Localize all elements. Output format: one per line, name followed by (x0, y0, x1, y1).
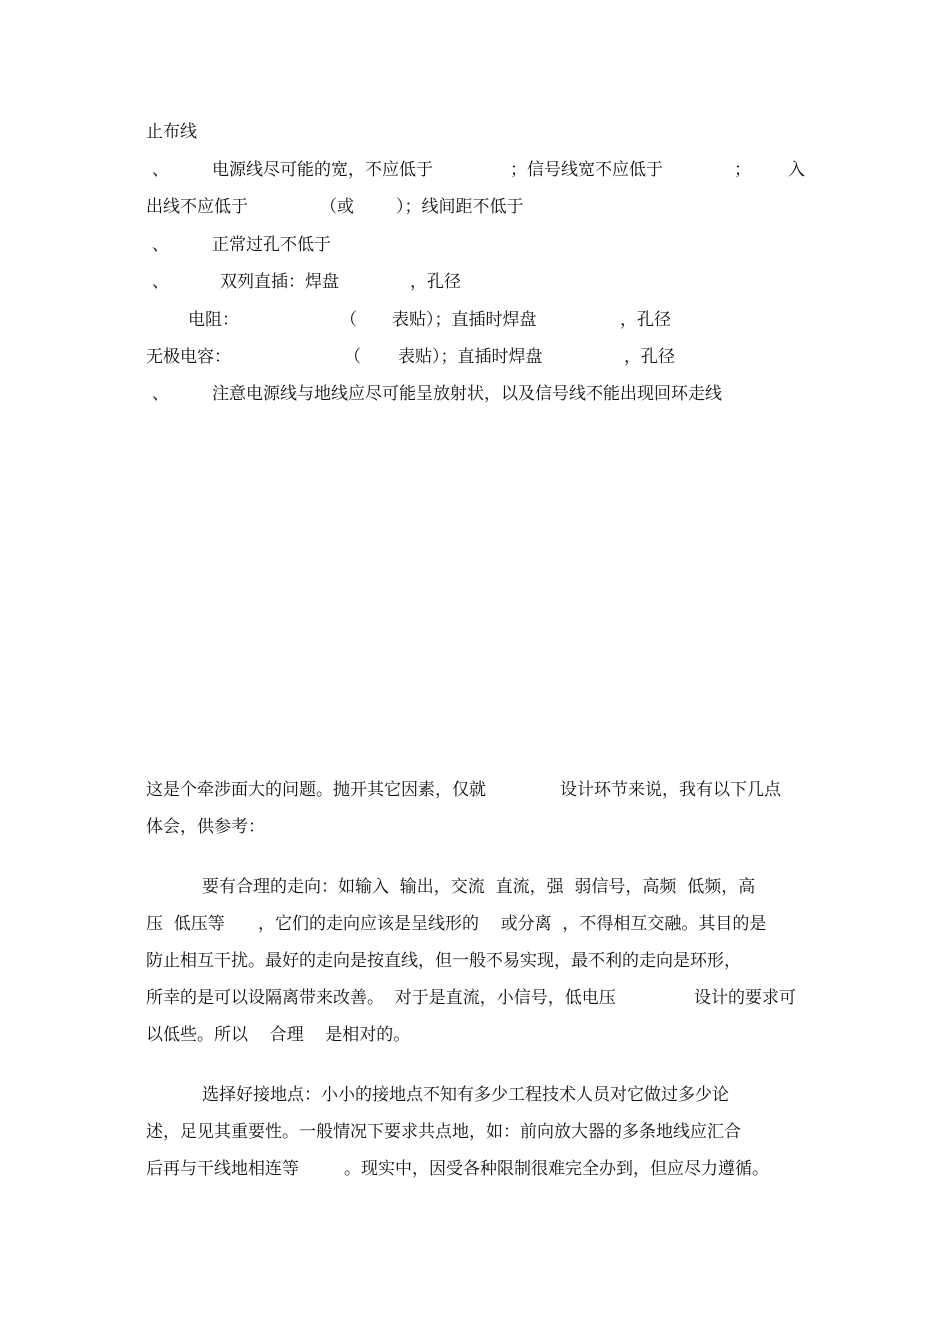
grounding-line-3b: 。现实中，因受各种限制很难完全办到，但应尽力遵循。 (344, 1159, 769, 1179)
paren-open: （ (340, 310, 357, 330)
line-spacing-text: ）；线间距不低于 (396, 197, 524, 217)
output-line-text: 出线不应低于 (146, 197, 248, 217)
dip-pad-text: 双列直插：焊盘 (220, 272, 339, 292)
radial-layout-note: 注意电源线与地线应尽可能呈放射状，以及信号线不能出现回环走线 (212, 384, 722, 404)
or-text: （或 (320, 197, 354, 217)
routing-line-1: 要有合理的走向：如输入 输出，交流 直流，强 弱信号，高频 低频，高 (202, 877, 756, 897)
paren-open: （ (344, 347, 361, 367)
capacitor-label: 无极电容： (146, 347, 231, 367)
routing-line-3: 防止相互干扰。最好的走向是按直线，但一般不易实现，最不利的走向是环形， (146, 951, 741, 971)
grounding-line-1: 选择好接地点：小小的接地点不知有多少工程技术人员对它做过多少论 (202, 1085, 729, 1105)
input-text: 入 (788, 160, 805, 180)
routing-line-4a: 所幸的是可以设隔离带来改善。 对于是直流，小信号，低电压 (146, 988, 616, 1008)
capacitor-smd-text: 表贴）；直插时焊盘 (398, 347, 543, 367)
item-marker: 、 (152, 272, 169, 292)
hole-diameter-text: ，孔径 (624, 347, 675, 367)
signal-line-width-text: ；信号线宽不应低于 (510, 160, 663, 180)
intro-line-2: 体会，供参考： (146, 817, 265, 837)
grounding-line-2: 述，足见其重要性。一般情况下要求共点地，如：前向放大器的多条地线应汇合 (146, 1122, 741, 1142)
item-marker: 、 (152, 160, 169, 180)
item-marker: 、 (152, 235, 169, 255)
line-stop-wiring: 止布线 (146, 122, 197, 142)
grounding-line-3a: 后再与干线地相连等 (146, 1159, 299, 1179)
separator-text: ； (734, 160, 751, 180)
routing-line-4b: 设计的要求可 (694, 988, 796, 1008)
routing-line-2b: ，它们的走向应该是呈线形的 或分离 ，不得相互交融。其目的是 (258, 914, 767, 934)
routing-line-2a: 压 低压等 (146, 914, 225, 934)
power-line-width-text: 电源线尽可能的宽，不应低于 (212, 160, 433, 180)
intro-line-1a: 这是个牵涉面大的问题。抛开其它因素，仅就 (146, 780, 486, 800)
hole-diameter-text: ，孔径 (620, 310, 671, 330)
routing-line-5: 以低些。所以 合理 是相对的。 (146, 1025, 411, 1045)
resistor-label: 电阻： (188, 310, 239, 330)
intro-line-1b: 设计环节来说，我有以下几点 (560, 780, 781, 800)
item-marker: 、 (152, 384, 169, 404)
hole-diameter-text: ，孔径 (410, 272, 461, 292)
via-text: 正常过孔不低于 (212, 235, 331, 255)
resistor-smd-text: 表贴）；直插时焊盘 (392, 310, 537, 330)
